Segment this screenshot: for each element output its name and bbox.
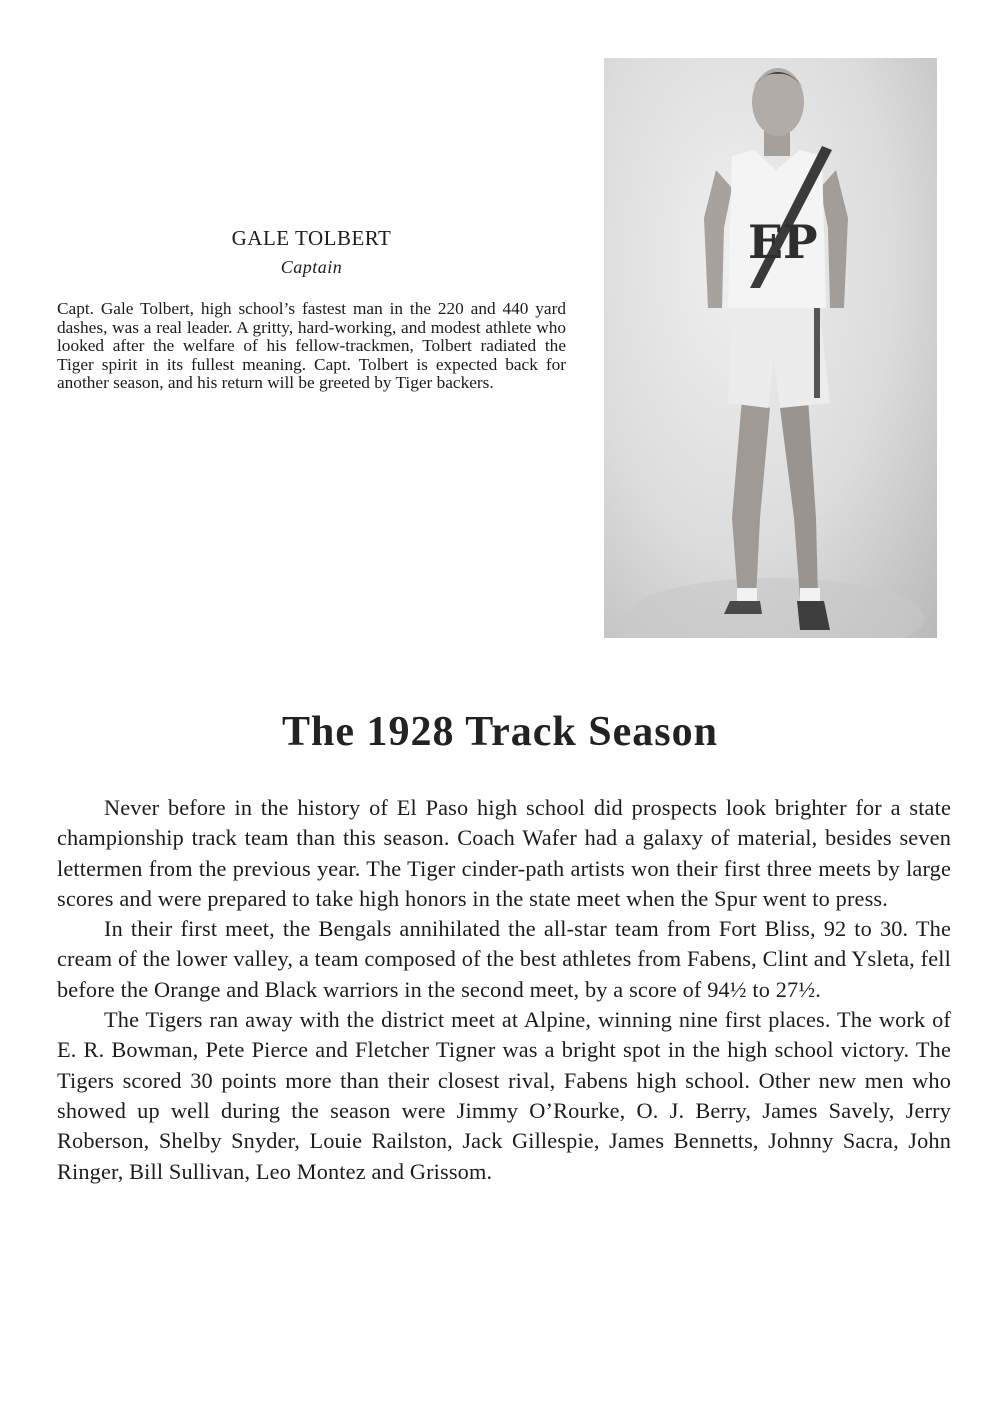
article-paragraph: The Tigers ran away with the district meet at Alpine, winning nine first places. The work of E. R. Bowman, Pete Pierce and Fletcher Tigner was a bright spot in the high school victory. The Tigers scored 30 points more than their closest rival, Fabens high school. Other new men who showed up well during the season were Jimmy O’Rourke, O. J. Berry, James Savely, Jerry Roberson, Shelby Snyder, Louie Railston, Jack Gillespie, James Bennetts, Johnny Sacra, John Ringer, Bill Sullivan, Leo Montez and Grissom. bbox=[57, 1007, 951, 1184]
captain-description: Capt. Gale Tolbert, high school’s fastest man in the 220 and 440 yard dashes, was a real leader. A gritty, hard-working, and modest athlete who looked after the welfare of his fellow-trackmen, Tolbert radiated the Tiger spirit in its fullest meaning. Capt. Tolbert is expected back for another season, and his return will be greeted by Tiger backers. bbox=[57, 299, 566, 393]
captain-name: GALE TOLBERT bbox=[231, 226, 392, 250]
article-paragraph: In their first meet, the Bengals annihilated the all-star team from Fort Bliss, 92 to 30. The cream of the lower valley, a team composed of the best athletes from Fabens, Clint and Ysleta, fell before the Orange and Black warriors in the second meet, by a score of 94½ to 27½. bbox=[57, 916, 951, 1002]
article-paragraph: Never before in the history of El Paso high school did prospects look brighter for a state championship track team than this season. Coach Wafer had a galaxy of material, besides seven lettermen from the previous year. The Tiger cinder-path artists won their first three meets by large scores and were prepared to take high honors in the state meet when the Spur went to press. bbox=[57, 795, 951, 911]
athlete-photo bbox=[604, 58, 937, 638]
photo-caption bbox=[57, 226, 566, 393]
article-title: The 1928 Track Season bbox=[282, 709, 718, 755]
jersey-letter: EP bbox=[748, 215, 818, 269]
captain-role: Captain bbox=[280, 257, 343, 277]
athlete-figure bbox=[604, 58, 937, 638]
article-body bbox=[57, 793, 951, 1187]
